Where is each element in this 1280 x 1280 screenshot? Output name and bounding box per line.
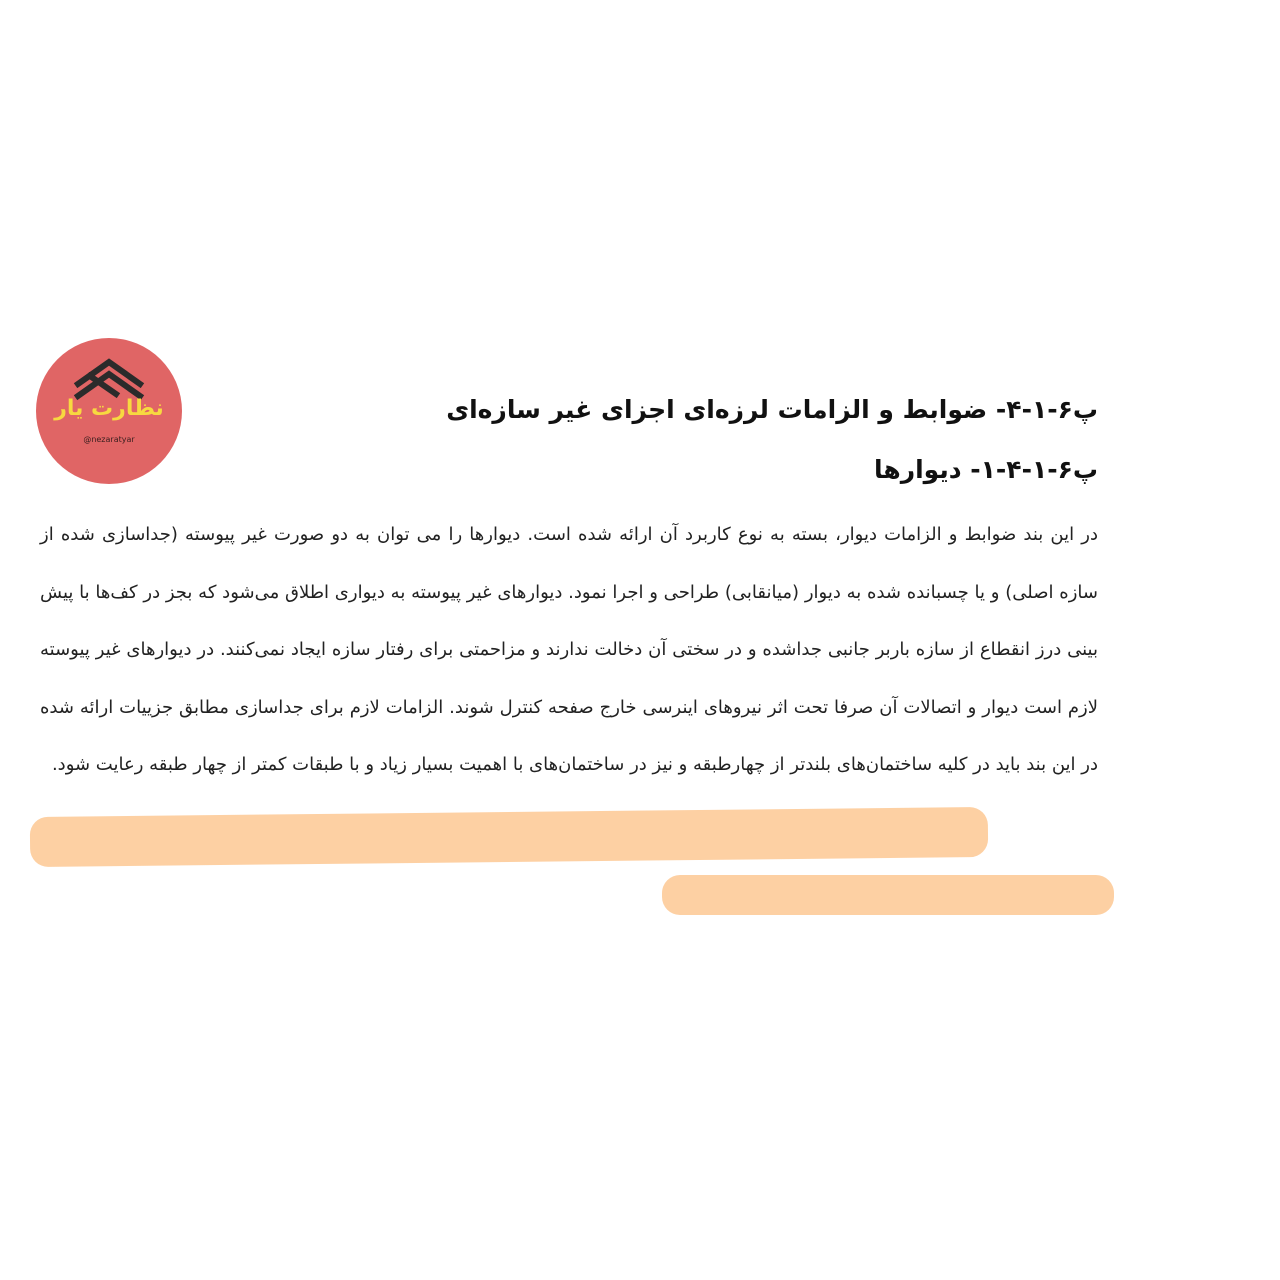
logo-handle: @nezaratyar bbox=[83, 435, 135, 444]
highlight-mark-line-1 bbox=[30, 807, 988, 867]
logo-name: نظارت یار bbox=[54, 396, 164, 421]
body-paragraph: در این بند ضوابط و الزامات دیوار، بسته به نوع کاربرد آن ارائه شده است. دیوارها را می توان به دو صورت غیر پیوسته (جداسازی شده از سازه اصلی) و یا چسبانده شده به دیوار (میانقابی) طراحی و اجرا نمود. دیوارهای غیر پیوسته به دیواری اطلاق می‌شود که بجز در کف‌ها با پیش بینی درز انقطاع از سازه باربر جانبی جداشده و در سختی آن دخالت ندارند و مزاحمتی برای رفتار سازه ایجاد نمی‌کنند. در دیوارهای غیر پیوسته لازم است دیوار و اتصالات آن صرفا تحت اثر نیروهای اینرسی خارج صفحه کنترل شوند. الزامات لازم برای جداسازی مطابق جزییات ارائه شده در این بند باید در کلیه ساختمان‌های بلندتر از چهارطبقه و نیز در ساختمان‌های با اهمیت بسیار زیاد و با طبقات کمتر از چهار طبقه رعایت شود. bbox=[40, 524, 1098, 775]
section-heading: پ۶-۱-۴- ضوابط و الزامات لرزه‌ای اجزای غیر سازه‌ای bbox=[446, 395, 1098, 424]
document-page bbox=[40, 380, 1098, 794]
highlight-mark-line-2 bbox=[662, 875, 1114, 915]
subsection-heading: پ۶-۱-۴-۱- دیوارها bbox=[873, 455, 1098, 484]
